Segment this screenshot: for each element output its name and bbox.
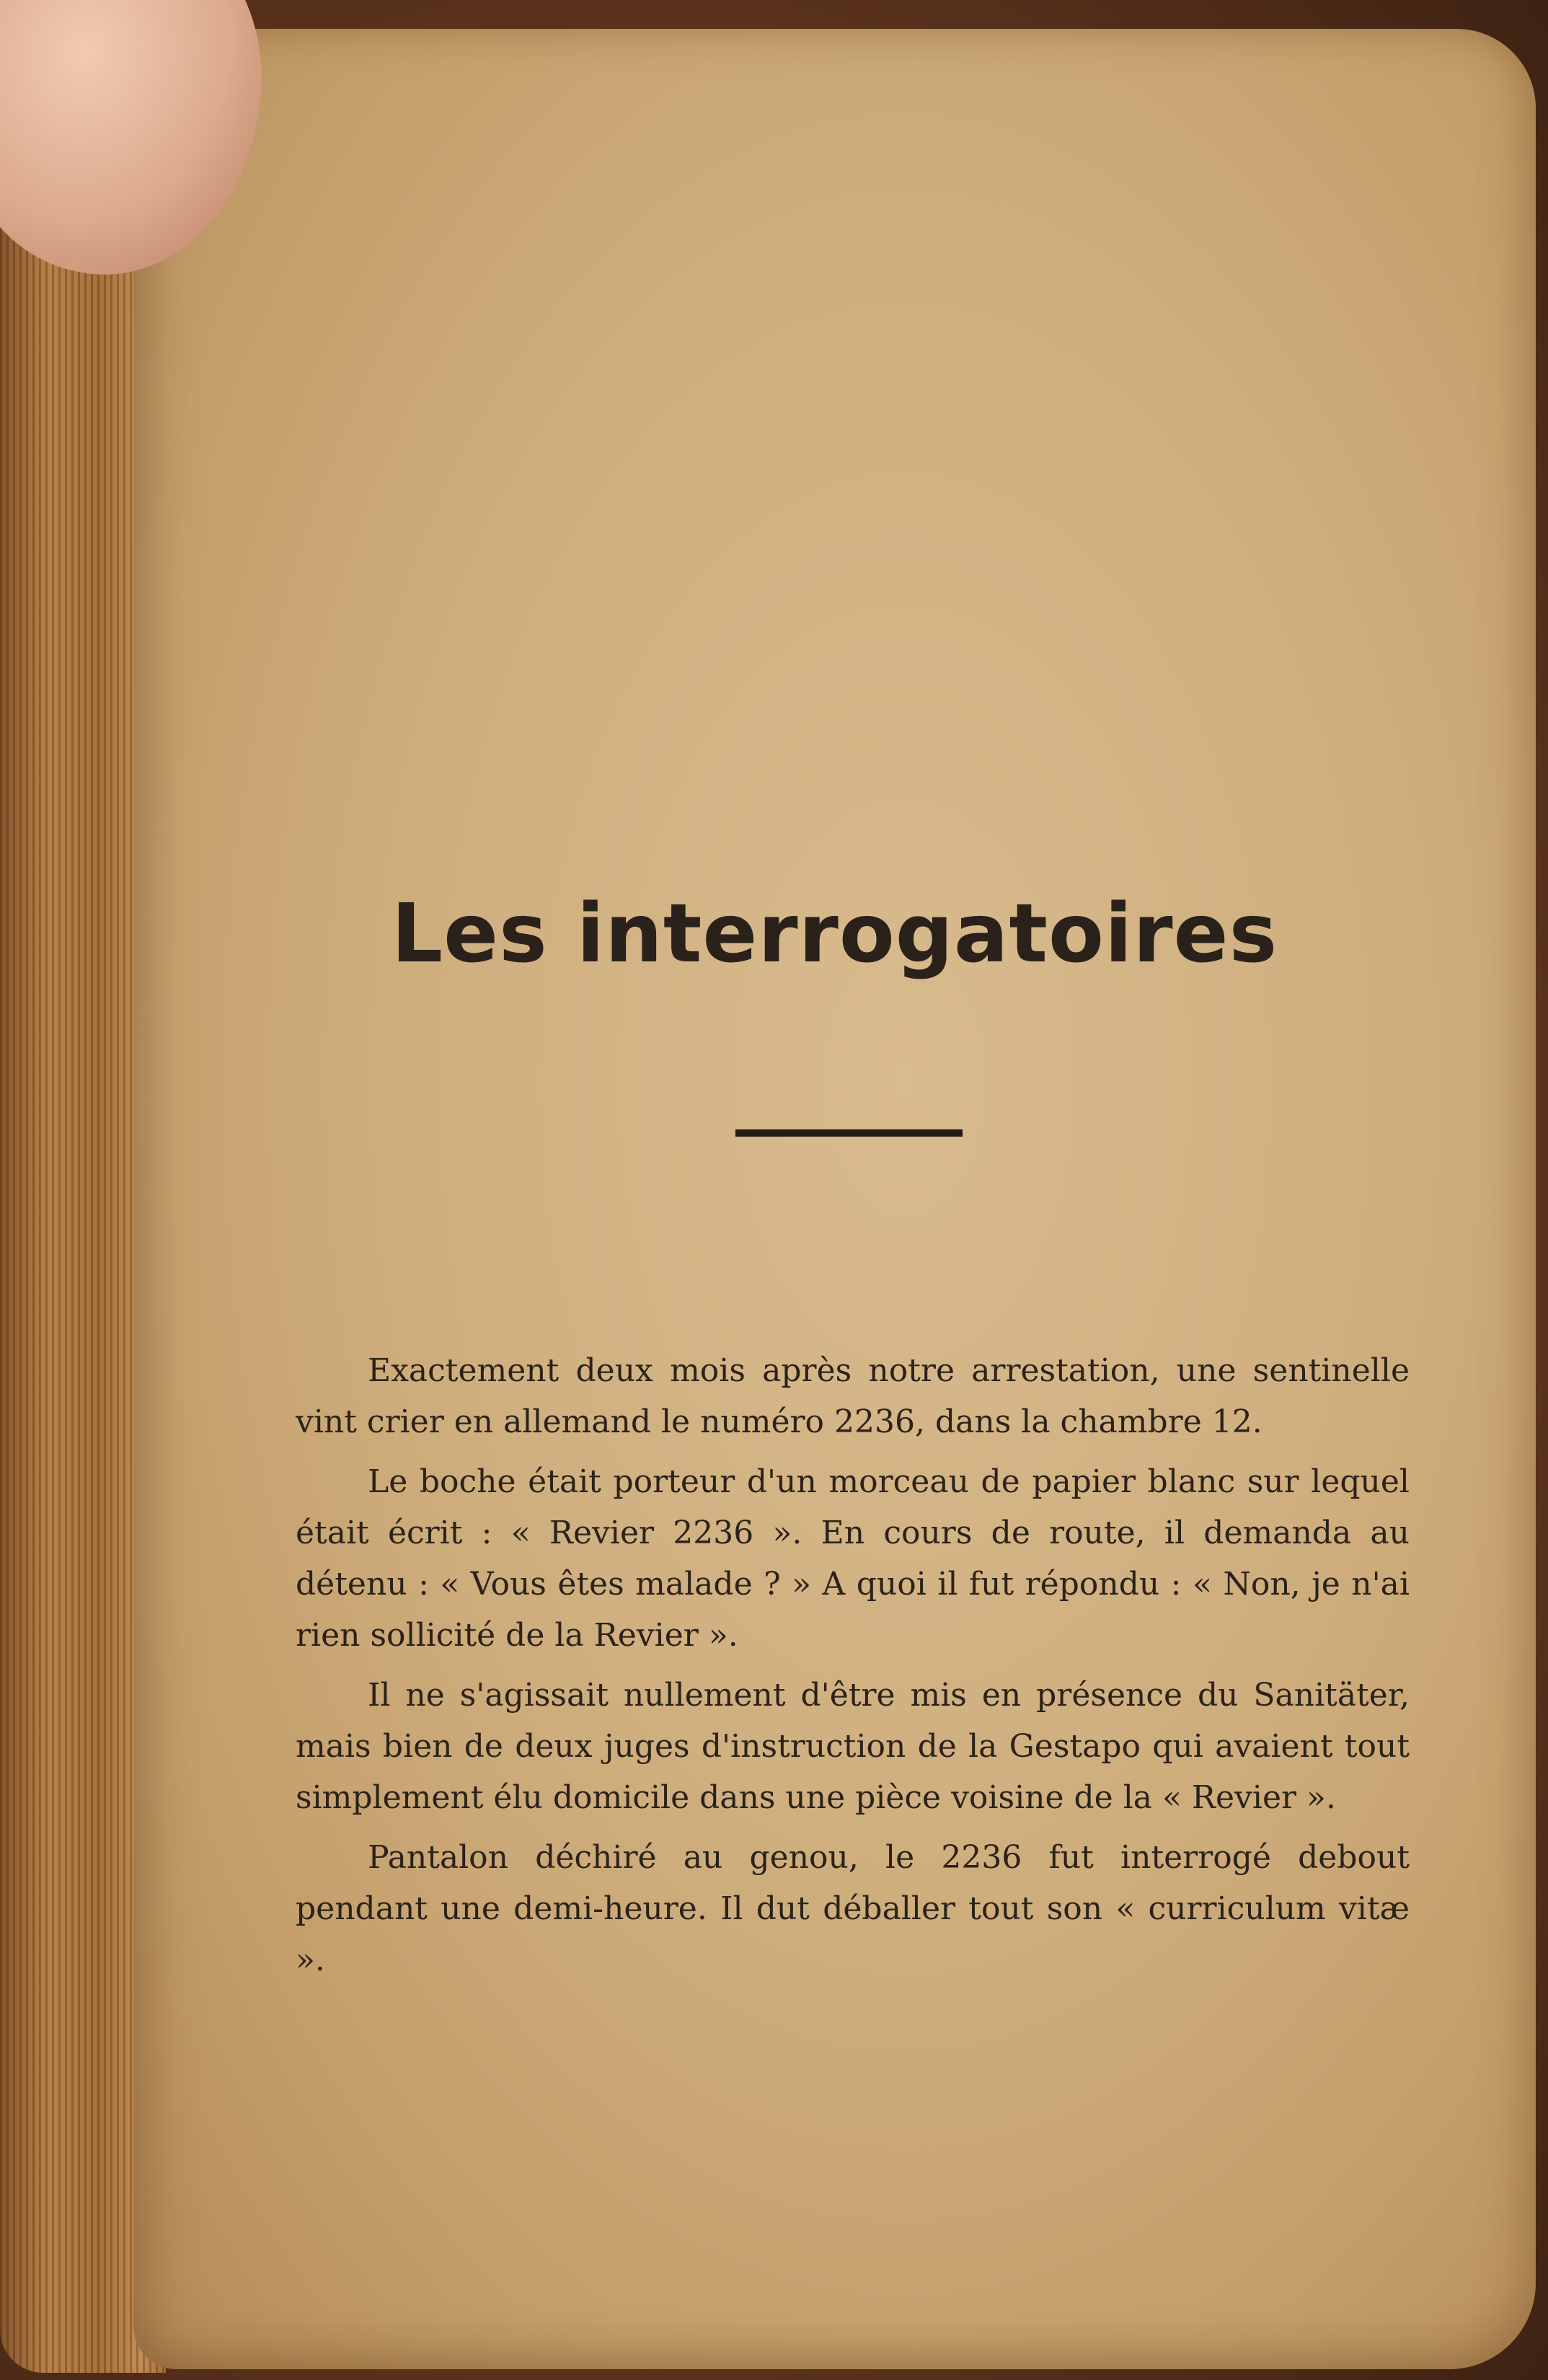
paragraph: Pantalon déchiré au genou, le 2236 fut interrogé debout pendant une demi-heure. Il dut déballer tout son « curriculum vitæ ».	[296, 1839, 1410, 1978]
paragraph: Il ne s'agissait nullement d'être mis en présence du Sanitäter, mais bien de deux juges d'instruction de la Gestapo qui avaient tout simplement élu domicile dans une pièce voisine de la « Revier ».	[296, 1677, 1410, 1816]
chapter-body	[296, 1345, 1410, 1994]
title-divider	[735, 1129, 963, 1137]
book-page	[133, 29, 1536, 2369]
chapter-title: Les interrogatoires	[391, 887, 1278, 981]
paragraph: Exactement deux mois après notre arrestation, une sentinelle vint crier en allemand le numéro 2236, dans la chambre 12.	[296, 1352, 1410, 1440]
paragraph: Le boche était porteur d'un morceau de papier blanc sur lequel était écrit : « Revier 2236 ». En cours de route, il demanda au détenu : « Vous êtes malade ? » A quoi il fut répondu : « Non, je n'ai rien sollicité de la Revier ».	[296, 1463, 1410, 1654]
